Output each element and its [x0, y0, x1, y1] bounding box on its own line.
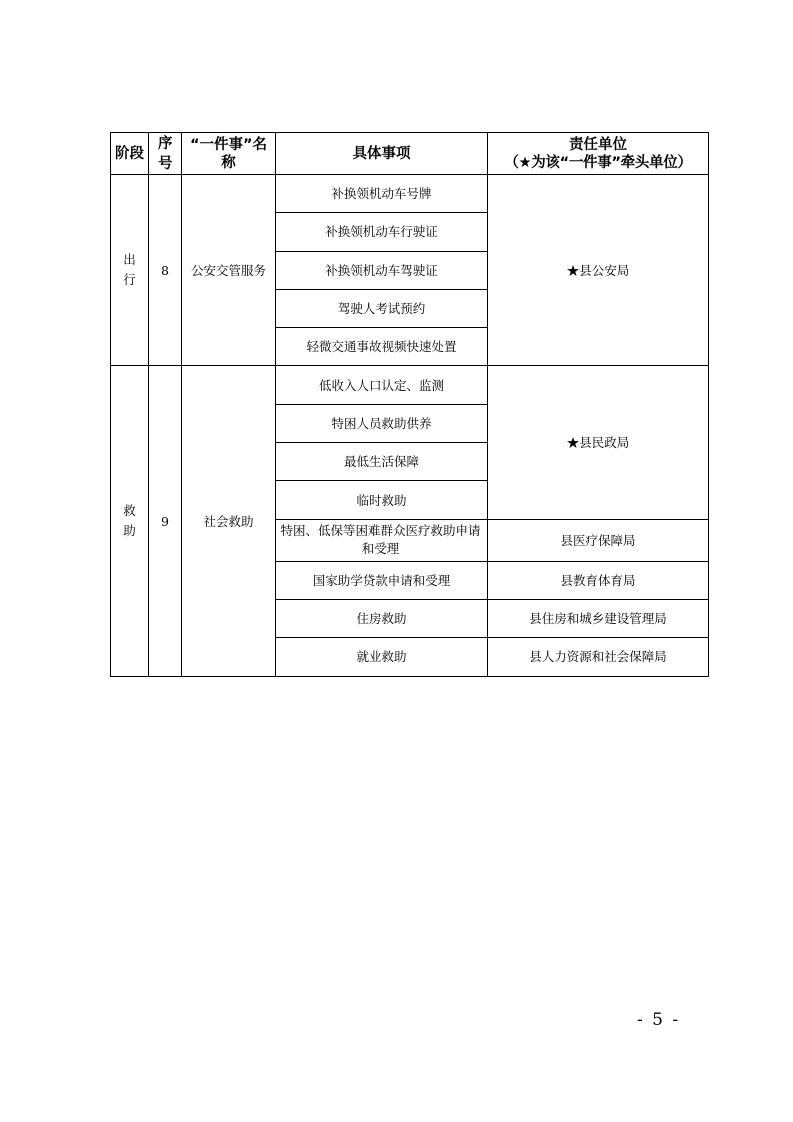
stage-cell: 出行	[111, 175, 149, 366]
seq-cell: 9	[149, 366, 182, 676]
item-cell: 就业救助	[276, 638, 488, 676]
table-row	[111, 366, 709, 404]
header-unit	[488, 133, 709, 175]
item-cell: 低收入人口认定、监测	[276, 366, 488, 404]
stage-cell: 救助	[111, 366, 149, 676]
header-seq: 序号	[149, 133, 182, 175]
item-cell: 国家助学贷款申请和受理	[276, 561, 488, 599]
page-number: - 5 -	[637, 1010, 681, 1030]
responsibility-table	[110, 132, 709, 677]
unit-cell: 县住房和城乡建设管理局	[488, 599, 709, 637]
item-cell: 轻微交通事故视频快速处置	[276, 328, 488, 366]
header-item: 具体事项	[276, 133, 488, 175]
item-cell: 临时救助	[276, 481, 488, 519]
unit-cell: 县人力资源和社会保障局	[488, 638, 709, 676]
item-cell: 补换领机动车号牌	[276, 175, 488, 213]
unit-cell: 县医疗保障局	[488, 519, 709, 561]
unit-cell: ★县公安局	[488, 175, 709, 366]
header-unit-line1: 责任单位	[569, 136, 627, 153]
item-cell: 补换领机动车行驶证	[276, 213, 488, 251]
header-stage: 阶段	[111, 133, 149, 175]
name-cell: 公安交管服务	[182, 175, 276, 366]
table-row	[111, 175, 709, 213]
item-cell: 住房救助	[276, 599, 488, 637]
item-cell: 补换领机动车驾驶证	[276, 251, 488, 289]
seq-cell: 8	[149, 175, 182, 366]
unit-cell: ★县民政局	[488, 366, 709, 519]
table-header-row	[111, 133, 709, 175]
header-unit-line2: （★为该“一件事”牵头单位）	[504, 154, 692, 171]
header-name: “一件事”名称	[182, 133, 276, 175]
item-cell: 驾驶人考试预约	[276, 289, 488, 327]
name-cell: 社会救助	[182, 366, 276, 676]
item-cell: 特困人员救助供养	[276, 404, 488, 442]
item-cell: 特困、低保等困难群众医疗救助申请和受理	[276, 519, 488, 561]
unit-cell: 县教育体育局	[488, 561, 709, 599]
item-cell: 最低生活保障	[276, 443, 488, 481]
